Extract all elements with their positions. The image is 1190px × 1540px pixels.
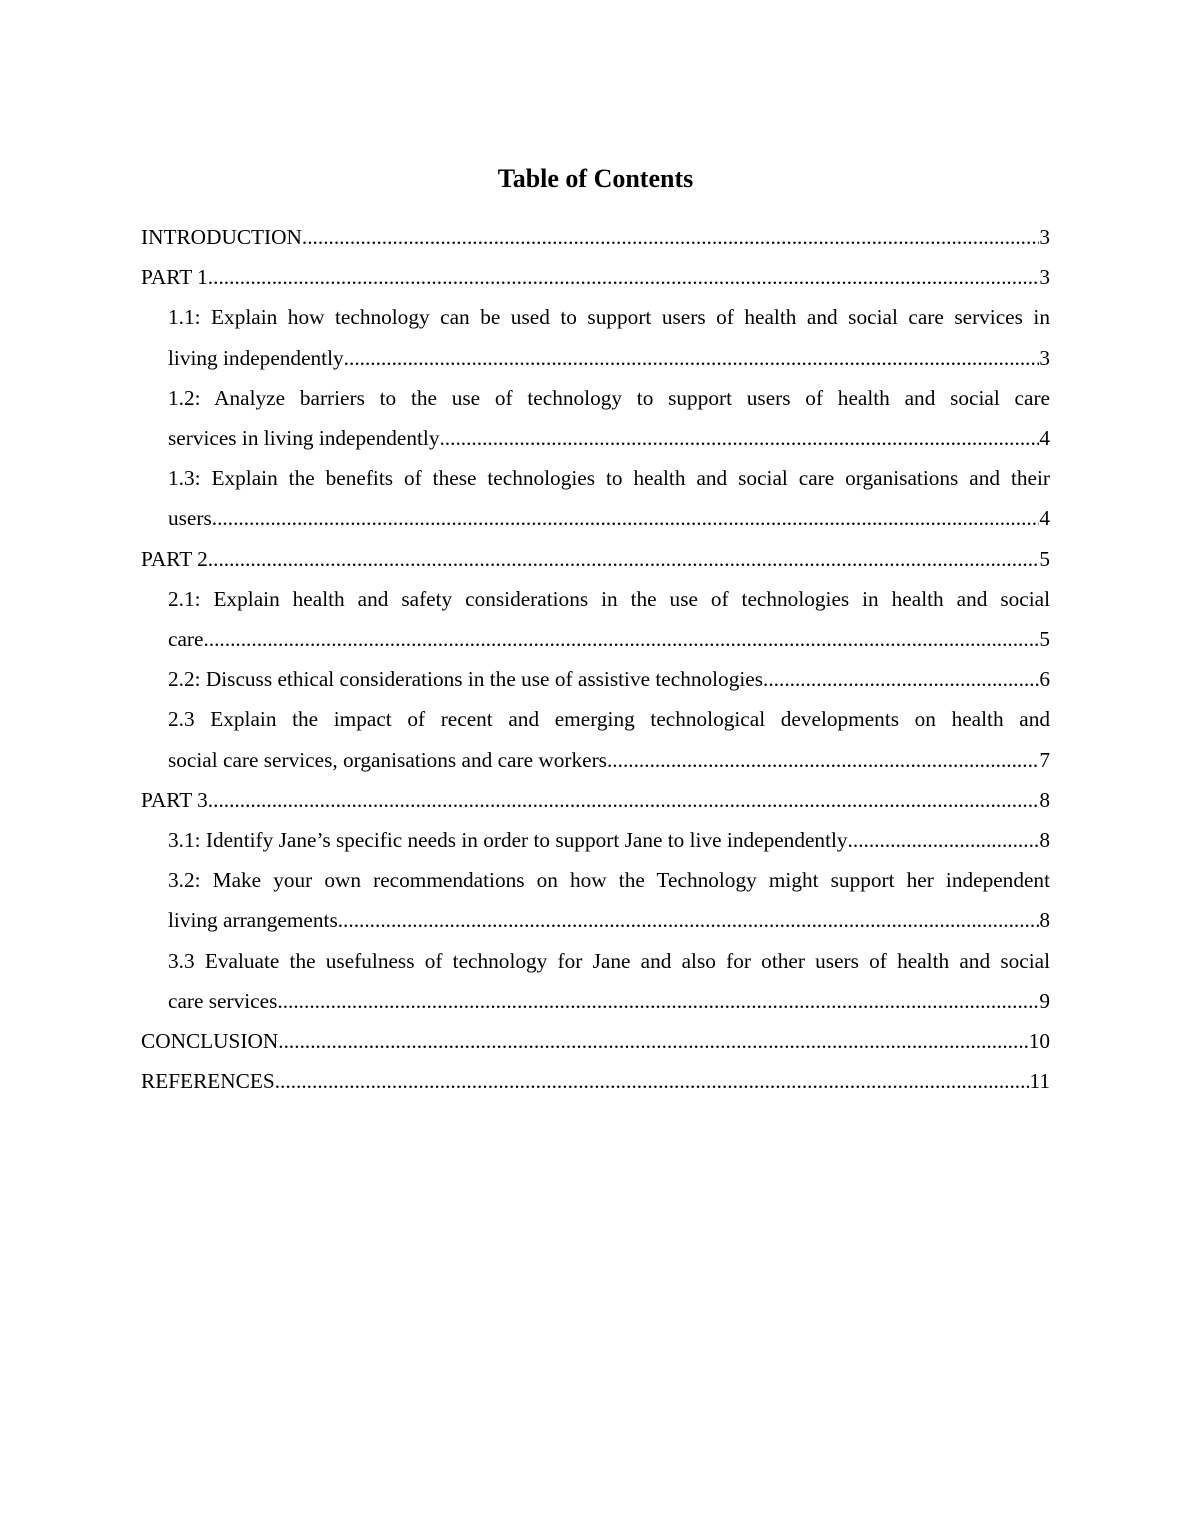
toc-page-number: 5: [1039, 546, 1050, 571]
toc-entry[interactable]: [141, 860, 1050, 940]
toc-entry[interactable]: [141, 659, 1050, 699]
toc-entry-line: [168, 740, 1050, 780]
toc-entry[interactable]: [141, 297, 1050, 377]
toc-entry[interactable]: [141, 699, 1050, 779]
toc-page-number: 10: [1028, 1029, 1050, 1054]
toc-entry-line: [168, 981, 1050, 1021]
toc-dot-leader: [208, 780, 1040, 820]
toc-entry[interactable]: [141, 257, 1050, 297]
toc-page-number: 8: [1039, 908, 1050, 933]
toc-page-number: 8: [1039, 787, 1050, 812]
toc-page-number: 4: [1039, 426, 1050, 451]
toc-entry-text-line: 3.3 Evaluate the usefulness of technology for Jane and also for other users of health and social: [168, 948, 1050, 973]
toc-entry-line: [168, 338, 1050, 378]
toc-entry[interactable]: [141, 378, 1050, 458]
toc-entry-line: [168, 900, 1050, 940]
toc-dot-leader: [302, 217, 1039, 257]
toc-page-number: 6: [1039, 667, 1050, 692]
toc-entry-line: [141, 1021, 1050, 1061]
toc-entry-title: REFERENCES: [141, 1069, 275, 1094]
toc-entry-line: [141, 1061, 1050, 1101]
toc-dot-leader: [439, 418, 1039, 458]
toc-dot-leader: [212, 498, 1040, 538]
toc-page-number: 4: [1039, 506, 1050, 531]
toc-page-number: 3: [1039, 345, 1050, 370]
toc-entry-title: INTRODUCTION: [141, 225, 302, 249]
toc-entry-title: living independently: [168, 345, 344, 370]
toc-entry-line: [141, 780, 1050, 820]
toc-entry-title: 2.2: Discuss ethical considerations in the use of assistive technologies: [168, 667, 764, 692]
toc-entry-line: [141, 257, 1050, 297]
toc-dot-leader: [338, 900, 1040, 940]
toc-dot-leader: [208, 257, 1040, 297]
toc-dot-leader: [344, 338, 1040, 378]
toc-entry[interactable]: [141, 579, 1050, 659]
toc-entry-text-line: 1.2: Analyze barriers to the use of technology to support users of health and social care: [168, 385, 1050, 410]
toc-dot-leader: [275, 1061, 1030, 1101]
toc-entry[interactable]: [141, 1061, 1050, 1101]
toc-page-number: 3: [1039, 225, 1050, 249]
toc-entry-title: social care services, organisations and care workers: [168, 747, 607, 772]
toc-entry-line: [141, 217, 1050, 257]
toc-page-number: 5: [1039, 627, 1050, 652]
toc-entry-line: [168, 619, 1050, 659]
toc-page-number: 9: [1039, 988, 1050, 1013]
toc-entry[interactable]: [141, 1021, 1050, 1061]
toc-page-number: 8: [1039, 828, 1050, 853]
toc-entry-title: services in living independently: [168, 426, 440, 451]
toc-entry[interactable]: [141, 539, 1050, 579]
toc-entry-title: PART 2: [141, 546, 208, 571]
toc-entry-title: PART 1: [141, 265, 208, 290]
toc-dot-leader: [607, 740, 1039, 780]
toc-entry-text-line: 1.1: Explain how technology can be used to support users of health and social care services in: [168, 305, 1050, 330]
toc-entry[interactable]: [141, 941, 1050, 1021]
toc-entry-line: [168, 498, 1050, 538]
toc-entry-text-line: 1.3: Explain the benefits of these technologies to health and social care organisations and their: [168, 466, 1050, 491]
toc-page-number: 7: [1039, 747, 1050, 772]
toc-entry[interactable]: [141, 458, 1050, 538]
toc-entry-text-line: 3.2: Make your own recommendations on how the Technology might support her independent: [168, 868, 1050, 893]
toc-entry[interactable]: [141, 780, 1050, 820]
toc-dot-leader: [208, 539, 1040, 579]
toc-entry-title: users: [168, 506, 212, 531]
toc-dot-leader: [763, 659, 1039, 699]
document-page: [141, 160, 1050, 1101]
toc-dot-leader: [278, 1021, 1028, 1061]
toc-entry-title: PART 3: [141, 787, 208, 812]
toc-page-number: 3: [1039, 265, 1050, 290]
toc-entry-text-line: 2.3 Explain the impact of recent and emerging technological developments on health and: [168, 707, 1050, 732]
toc-entry-title: care: [168, 627, 204, 652]
toc-entry-title: 3.1: Identify Jane’s specific needs in order to support Jane to live independently: [168, 828, 848, 853]
toc-page-number: 11: [1029, 1069, 1050, 1094]
toc-entry-line: [168, 820, 1050, 860]
toc-list: [141, 217, 1050, 1101]
toc-entry-line: [168, 659, 1050, 699]
toc-dot-leader: [848, 820, 1040, 860]
toc-entry-title: living arrangements: [168, 908, 338, 933]
toc-entry-line: [168, 418, 1050, 458]
toc-entry-text-line: 2.1: Explain health and safety considerations in the use of technologies in health and social: [168, 586, 1050, 611]
toc-entry-title: CONCLUSION: [141, 1029, 279, 1054]
toc-title: Table of Contents: [497, 164, 694, 193]
toc-entry[interactable]: [141, 820, 1050, 860]
toc-dot-leader: [203, 619, 1039, 659]
toc-dot-leader: [277, 981, 1039, 1021]
toc-entry[interactable]: [141, 217, 1050, 257]
toc-entry-line: [141, 539, 1050, 579]
toc-entry-title: care services: [168, 988, 278, 1013]
